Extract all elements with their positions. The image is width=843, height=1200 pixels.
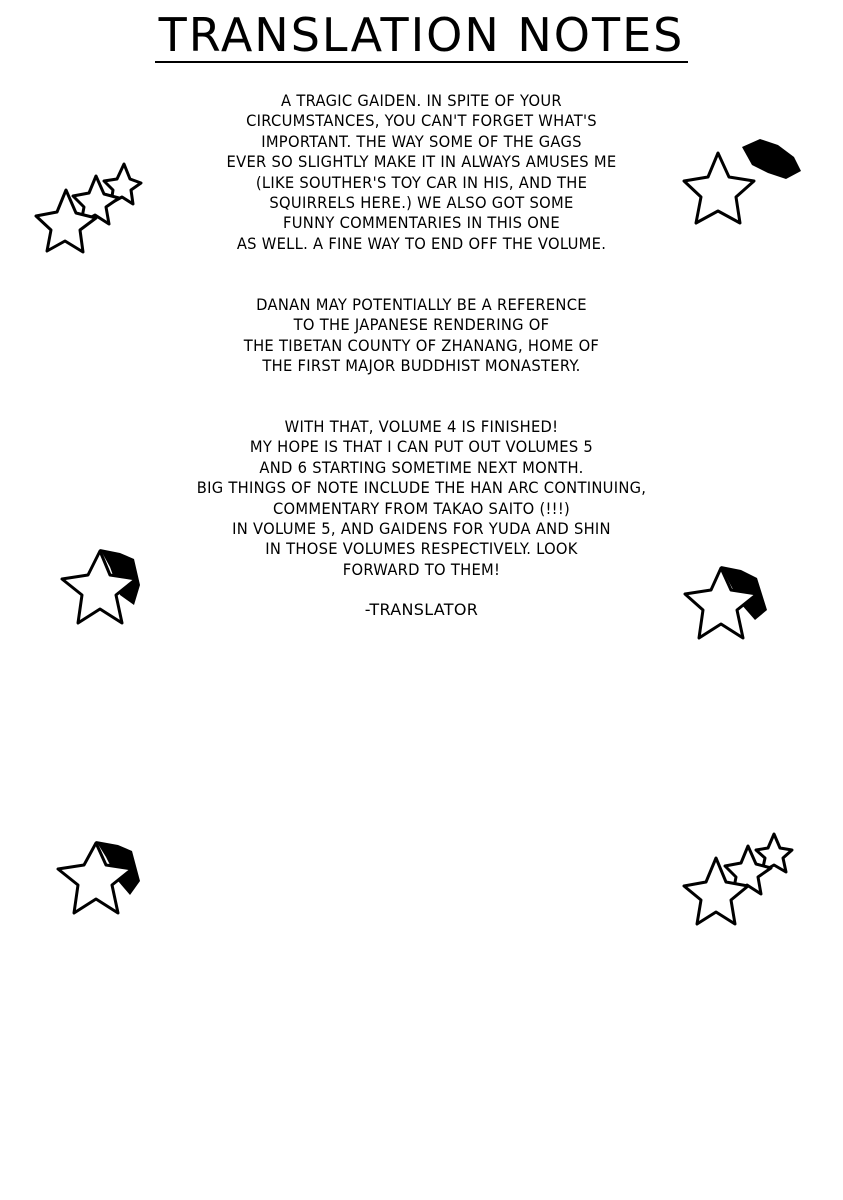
note-line: IN VOLUME 5, AND GAIDENS FOR YUDA AND SHIN [232, 519, 611, 539]
note-line: COMMENTARY FROM TAKAO SAITO (!!!) [272, 498, 571, 518]
star-trail-icon [682, 135, 807, 235]
note-line: (LIKE SOUTHER'S TOY CAR IN HIS, AND THE [255, 172, 588, 192]
note-line: FUNNY COMMENTARIES IN THIS ONE [283, 213, 560, 233]
note-line: AS WELL. A FINE WAY TO END OFF THE VOLUME. [236, 233, 607, 253]
note-line: IN THOSE VOLUMES RESPECTIVELY. LOOK [265, 539, 578, 559]
star-icon [58, 545, 148, 635]
page-title [0, 8, 843, 63]
note-line: MY HOPE IS THAT I CAN PUT OUT VOLUMES 5 [249, 437, 594, 457]
star-icon [683, 560, 778, 650]
note-line: IMPORTANT. THE WAY SOME OF THE GAGS [261, 131, 582, 151]
note-line: THE TIBETAN COUNTY OF ZHANANG, HOME OF [243, 335, 600, 355]
star-cluster-icon [672, 830, 800, 938]
note-line: AND 6 STARTING SOMETIME NEXT MONTH. [259, 457, 584, 477]
star-cluster-icon [20, 160, 145, 265]
note-line: SQUIRRELS HERE.) WE ALSO GOT SOME [269, 193, 574, 213]
translator-signature: -TRANSLATOR [364, 600, 479, 619]
star-icon [56, 835, 146, 925]
note-line: EVER SO SLIGHTLY MAKE IT IN ALWAYS AMUSES ME [226, 152, 617, 172]
note-line: WITH THAT, VOLUME 4 IS FINISHED! [284, 417, 559, 436]
note-line: BIG THINGS OF NOTE INCLUDE THE HAN ARC CONTINUING, [196, 478, 647, 498]
note-paragraph-2 [126, 295, 718, 377]
note-line: DANAN MAY POTENTIALLY BE A REFERENCE [256, 295, 587, 314]
page-title-text: TRANSLATION NOTES [155, 9, 689, 63]
note-line: THE FIRST MAJOR BUDDHIST MONASTERY. [262, 356, 581, 376]
note-line: A TRAGIC GAIDEN. IN SPITE OF YOUR [281, 91, 562, 110]
note-paragraph-1 [126, 91, 718, 254]
note-paragraph-3 [126, 417, 718, 580]
note-line: CIRCUMSTANCES, YOU CAN'T FORGET WHAT'S [246, 111, 597, 131]
note-line: FORWARD TO THEM! [342, 559, 501, 579]
note-line: TO THE JAPANESE RENDERING OF [293, 315, 550, 335]
